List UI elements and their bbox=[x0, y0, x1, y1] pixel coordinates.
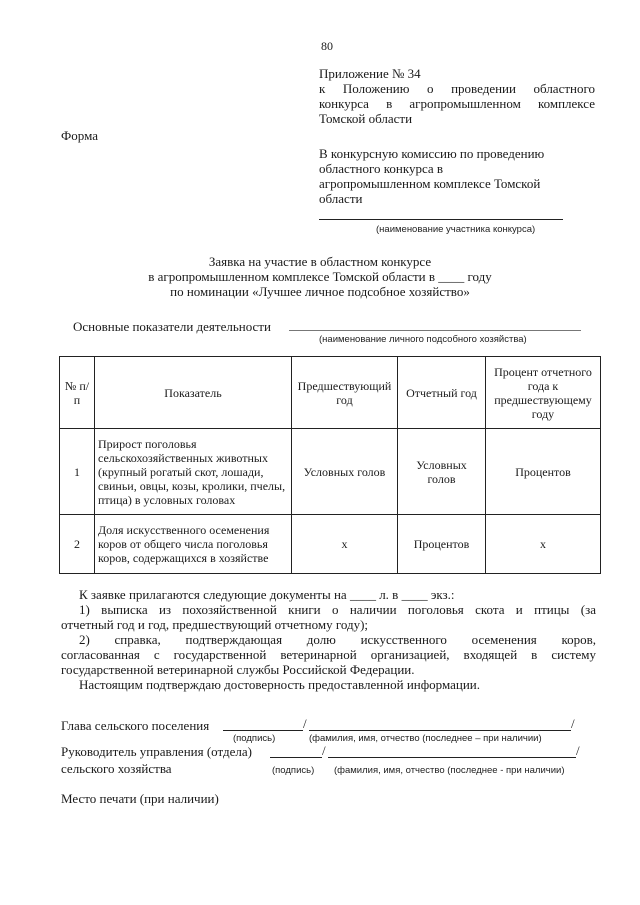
addressee-line: В конкурсную комиссию по проведению bbox=[319, 146, 545, 161]
row-indicator: Доля искусственного осеменения коров от общего числа поголовья коров, содержащихся в хозяйстве bbox=[95, 515, 292, 574]
attachment-item-1-cont: отчетный год и год, предшествующий отчетному году); bbox=[61, 617, 369, 632]
head-sign-caption: (подпись) bbox=[233, 733, 276, 744]
appendix-line: Томской области bbox=[319, 111, 413, 126]
indicators-label: Основные показатели деятельности bbox=[73, 319, 271, 334]
row-previous: Условных голов bbox=[292, 429, 398, 515]
manager-name-line[interactable] bbox=[328, 757, 576, 758]
farm-name-caption: (наименование личного подсобного хозяйства) bbox=[319, 334, 527, 345]
heading-line: в агропромышленном комплексе Томской области в ____ году bbox=[148, 269, 492, 284]
addressee-line: областного конкурса в bbox=[319, 161, 444, 176]
table-row bbox=[60, 429, 601, 515]
header-percent: Процент отчетного года к предшествующему году bbox=[486, 357, 601, 429]
attachments-block bbox=[61, 587, 596, 692]
row-reporting: Процентов bbox=[398, 515, 486, 574]
manager-label: Руководитель управления (отдела) bbox=[61, 744, 252, 759]
manager-signature-line[interactable] bbox=[270, 757, 322, 758]
page-number: 80 bbox=[321, 39, 333, 53]
head-name-line[interactable] bbox=[309, 730, 571, 731]
slash: / bbox=[322, 743, 326, 758]
row-previous: х bbox=[292, 515, 398, 574]
addressee-line: области bbox=[319, 191, 363, 206]
heading-line: Заявка на участие в областном конкурсе bbox=[208, 254, 432, 269]
appendix-line: к Положению о проведении областного bbox=[319, 81, 595, 96]
row-indicator: Прирост поголовья сельскохозяйственных животных (крупный рогатый скот, лошади, свиньи, овцы, козы, кролики, пчелы, птица) в условных головах bbox=[95, 429, 292, 515]
attachment-item-2: 2) справка, подтверждающая долю искусственного осеменения коров, bbox=[79, 632, 596, 647]
slash: / bbox=[576, 743, 580, 758]
confirmation-text: Настоящим подтверждаю достоверность предоставленной информации. bbox=[79, 677, 481, 692]
participant-caption: (наименование участника конкурса) bbox=[376, 224, 536, 235]
attachment-item-2-cont: согласованная с государственной ветеринарной организацией, входящей в систему bbox=[61, 647, 596, 662]
row-num: 2 bbox=[60, 515, 95, 574]
attachment-item-1: 1) выписка из похозяйственной книги о наличии поголовья скота и птицы (за bbox=[79, 602, 596, 617]
header-indicator: Показатель bbox=[95, 357, 292, 429]
attachments-intro: К заявке прилагаются следующие документы на ____ л. в ____ экз.: bbox=[79, 587, 455, 602]
manager-name-caption: (фамилия, имя, отчество (последнее - при наличии) bbox=[334, 765, 565, 776]
indicators-table bbox=[59, 356, 601, 574]
row-num: 1 bbox=[60, 429, 95, 515]
attachment-item-2-cont: государственной ветеринарной службы Российской Федерации. bbox=[61, 662, 415, 677]
head-name-caption: (фамилия, имя, отчество (последнее – при наличии) bbox=[309, 733, 542, 744]
header-reporting: Отчетный год bbox=[398, 357, 486, 429]
form-label: Форма bbox=[61, 128, 98, 143]
application-heading bbox=[100, 254, 540, 299]
row-percent: х bbox=[486, 515, 601, 574]
heading-line: по номинации «Лучшее личное подсобное хозяйство» bbox=[170, 284, 470, 299]
row-percent: Процентов bbox=[486, 429, 601, 515]
manager-sign-caption: (подпись) bbox=[272, 765, 315, 776]
manager-label-cont: сельского хозяйства bbox=[61, 761, 172, 776]
header-previous: Предшествующий год bbox=[292, 357, 398, 429]
addressee-line: агропромышленном комплексе Томской bbox=[319, 176, 541, 191]
appendix-line: конкурса в агропромышленном комплексе bbox=[319, 96, 595, 111]
farm-name-line[interactable] bbox=[289, 330, 581, 331]
slash: / bbox=[571, 716, 575, 731]
appendix-title: Приложение № 34 bbox=[319, 66, 421, 81]
table-row bbox=[60, 515, 601, 574]
addressee-block bbox=[319, 146, 579, 206]
stamp-label: Место печати (при наличии) bbox=[61, 791, 219, 806]
row-reporting: Условных голов bbox=[398, 429, 486, 515]
header-num: № п/п bbox=[60, 357, 95, 429]
slash: / bbox=[303, 716, 307, 731]
table-header-row bbox=[60, 357, 601, 429]
appendix-block bbox=[319, 66, 595, 126]
participant-name-line[interactable] bbox=[319, 219, 563, 220]
head-signature-line[interactable] bbox=[223, 730, 303, 731]
head-label: Глава сельского поселения bbox=[61, 718, 210, 733]
